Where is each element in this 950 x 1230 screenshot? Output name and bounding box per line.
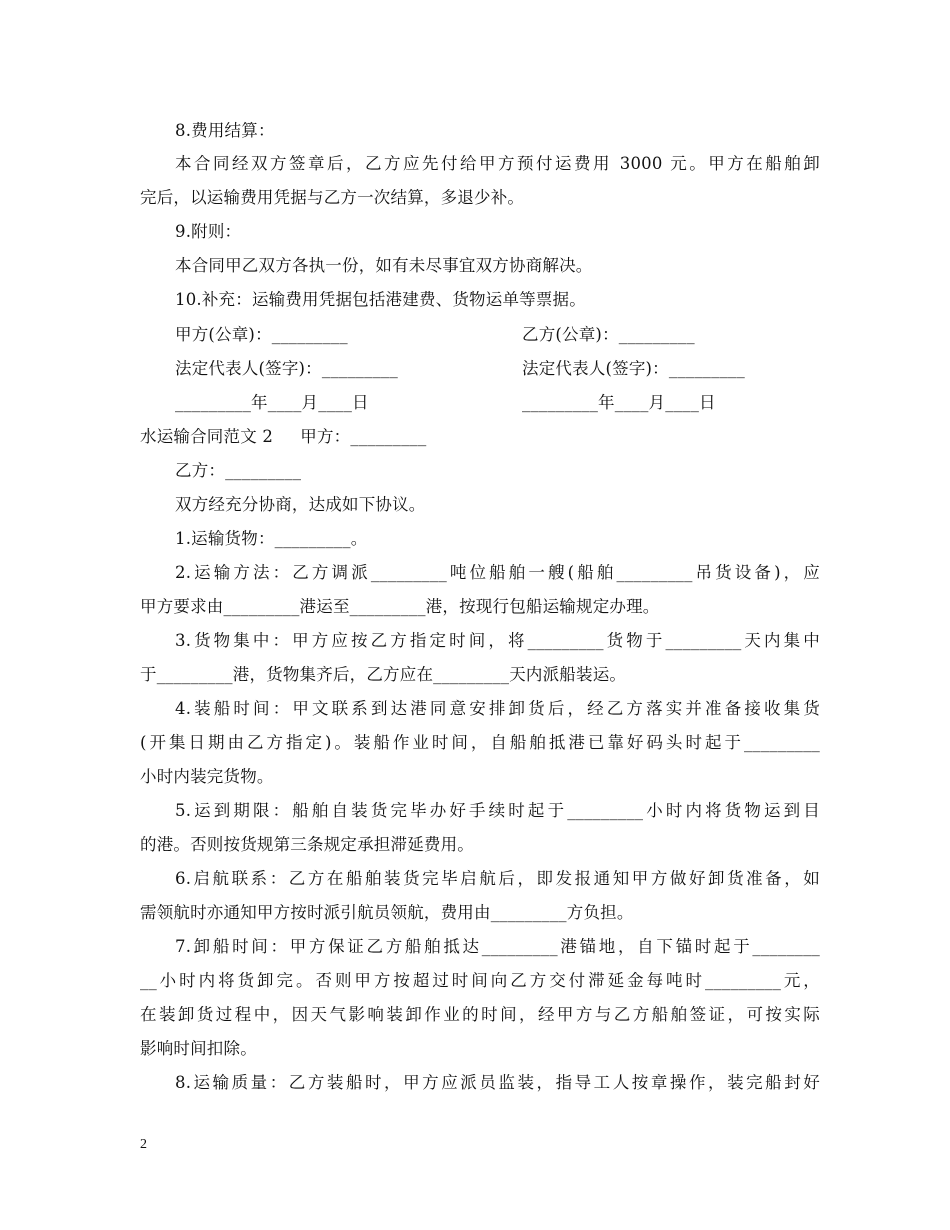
paragraph-line: 小时内装完货物。 <box>140 767 274 786</box>
clause-7: 7.卸船时间：甲方保证乙方船舶抵达_________港锚地，自下锚时起于________ <box>175 937 820 956</box>
paragraph-line: 需领航时亦通知甲方按时派引航员领航，费用由_________方负担。 <box>140 903 634 922</box>
heading-fee-settlement: 8.费用结算： <box>175 121 275 140</box>
paragraph-line: 在装卸货过程中，因天气影响装卸作业的时间，经甲方与乙方船舶签证，可按实际 <box>140 1005 820 1024</box>
clause-5: 5.运到期限：船舶自装货完毕办好手续时起于_________小时内将货物运到目 <box>175 801 820 820</box>
clause-6: 6.启航联系：乙方在船舶装货完毕启航后，即发报通知甲方做好卸货准备，如 <box>175 869 820 888</box>
party-a-seal: 甲方(公章)：_________ <box>175 325 348 344</box>
paragraph-line: 本合同经双方签章后，乙方应先付给甲方预付运费用 3000 元。甲方在船舶卸 <box>175 154 820 173</box>
paragraph-line: 双方经充分协商，达成如下协议。 <box>175 495 426 514</box>
paragraph-line: 影响时间扣除。 <box>140 1039 257 1058</box>
party-a-date: _________年____月____日 <box>175 393 369 412</box>
paragraph-line: 本合同甲乙双方各执一份，如有未尽事宜双方协商解决。 <box>175 256 593 275</box>
clause-4: 4.装船时间：甲文联系到达港同意安排卸货后，经乙方落实并准备接收集货 <box>175 699 820 718</box>
paragraph-line: 的港。否则按货规第三条规定承担滞延费用。 <box>140 835 474 854</box>
clause-8: 8.运输质量：乙方装船时，甲方应派员监装，指导工人按章操作，装完船封好 <box>175 1073 820 1092</box>
paragraph-line: 于_________港，货物集齐后，乙方应在_________天内派船装运。 <box>140 665 627 684</box>
clause-3: 3.货物集中：甲方应按乙方指定时间，将_________货物于_________天内集中 <box>175 631 820 650</box>
paragraph-line: (开集日期由乙方指定)。装船作业时间，自船舶抵港已靠好码头时起于_________ <box>140 733 820 752</box>
heading-appendix: 9.附则： <box>175 222 242 241</box>
page-number: 2 <box>140 1137 147 1152</box>
paragraph-line: 完后，以运输费用凭据与乙方一次结算，多退少补。 <box>140 188 525 207</box>
party-b-line: 乙方：_________ <box>175 461 302 480</box>
party-b-date: _________年____月____日 <box>522 393 716 412</box>
party-b-representative: 法定代表人(签字)：_________ <box>522 359 745 378</box>
party-a-representative: 法定代表人(签字)：_________ <box>175 359 398 378</box>
heading-supplement: 10.补充：运输费用凭据包括港建费、货物运单等票据。 <box>175 290 586 309</box>
contract-title-2: 水运输合同范文 2 甲方：_________ <box>140 427 427 446</box>
paragraph-line: __小时内将货卸完。否则甲方按超过时间向乙方交付滞延金每吨时_________元， <box>140 971 820 990</box>
party-b-seal: 乙方(公章)：_________ <box>522 325 695 344</box>
clause-2: 2.运输方法：乙方调派_________吨位船舶一艘(船舶_________吊货设备)，应 <box>175 563 820 582</box>
clause-1: 1.运输货物：_________。 <box>175 529 368 548</box>
paragraph-line: 甲方要求由_________港运至_________港，按现行包船运输规定办理。 <box>140 597 660 616</box>
